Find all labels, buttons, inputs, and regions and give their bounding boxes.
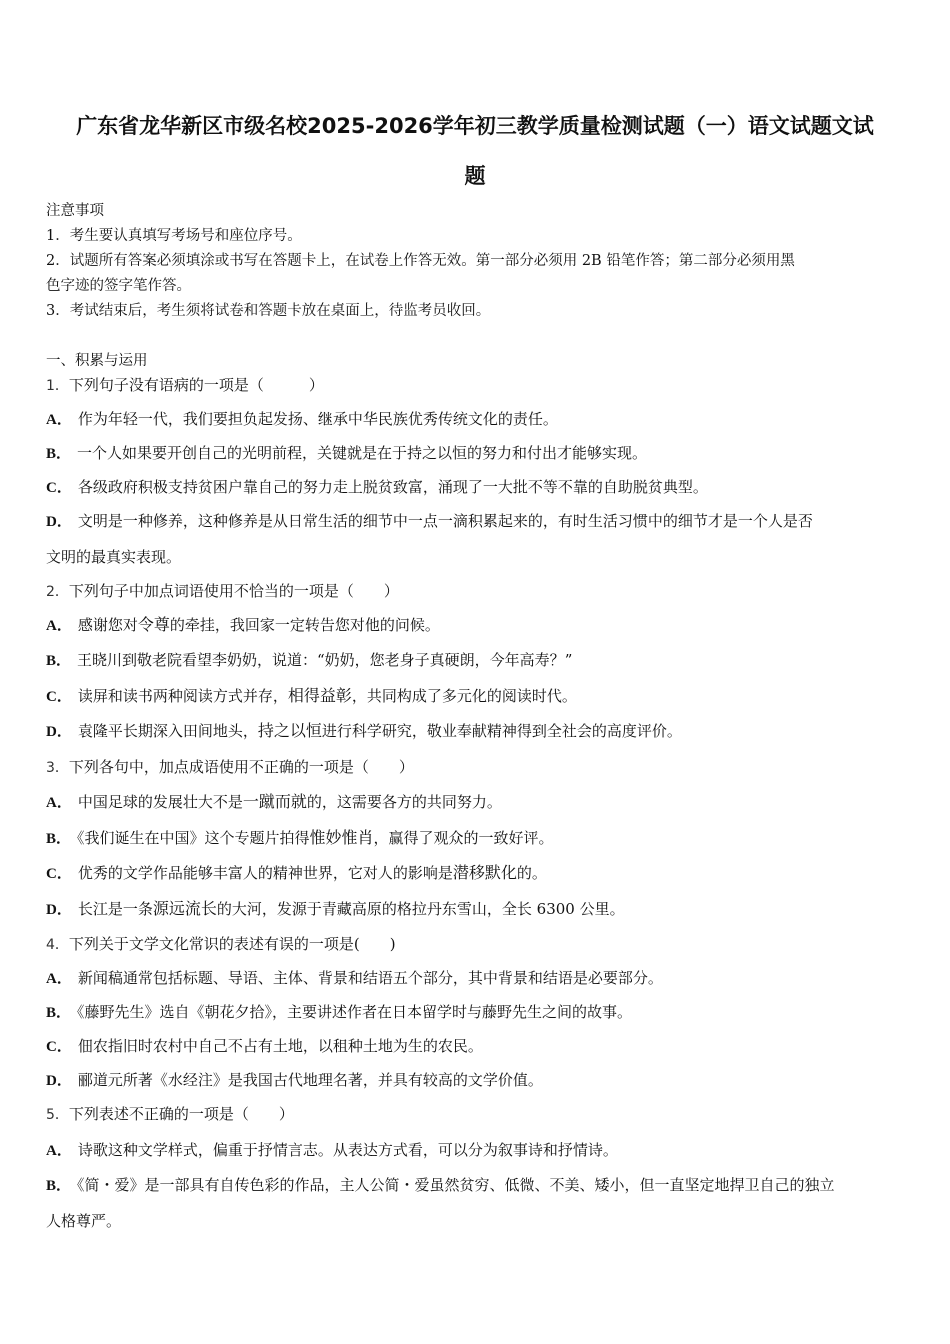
option-letter: B． <box>46 831 72 847</box>
question-number: 2． <box>46 584 69 600</box>
question-5-stem <box>46 1104 908 1125</box>
emphasized-term: 令尊 <box>137 615 170 634</box>
question-4-option-c <box>46 1036 908 1057</box>
notice-item-2: 2．试题所有答案必须填涂或书写在答题卡上，在试卷上作答无效。第一部分必须用 2B 铅笔作答；第二部分必须用黑 <box>46 253 795 269</box>
option-text: 《藤野先生》选自《朝花夕拾》，主要讲述作者在日本留学时与藤野先生之间的故事。 <box>77 1003 633 1021</box>
question-2-stem <box>46 581 908 602</box>
option-text-post: 进行科学研究，敬业奉献精神得到全社会的高度评价。 <box>321 722 682 740</box>
option-text-post: ，赢得了观众的一致好评。 <box>373 829 554 847</box>
option-text: 文明是一种修养，这种修养是从日常生活的细节中一点一滴积累起来的，有时生活习惯中的细节才是一个人是否 <box>77 512 813 530</box>
emphasized-term: 源远流长 <box>152 899 217 918</box>
question-1-option-c <box>46 477 908 498</box>
question-4-option-a <box>46 968 908 989</box>
option-letter: A． <box>46 1143 72 1159</box>
notice-item-3: 3．考试结束后，考生须将试卷和答题卡放在桌面上，待监考员收回。 <box>46 303 491 319</box>
question-2-option-d <box>46 721 908 742</box>
option-letter: C． <box>46 1039 72 1055</box>
option-text-post: 的大河，发源于青藏高原的格拉丹东雪山，全长 6300 公里。 <box>216 900 625 918</box>
question-4-option-b <box>46 1002 908 1023</box>
option-text: 作为年轻一代，我们要担负起发扬、继承中华民族优秀传统文化的责任。 <box>77 410 558 428</box>
question-5-option-a <box>46 1140 908 1161</box>
question-number: 4． <box>46 937 69 953</box>
notice-heading: 注意事项 <box>46 203 104 219</box>
option-letter: A． <box>46 971 72 987</box>
question-4-stem <box>46 934 908 955</box>
option-letter: A． <box>46 795 72 811</box>
question-text: 下列表述不正确的一项是（ ） <box>68 1105 294 1123</box>
option-text-pre: 优秀的文学作品能够丰富人的精神世界，它对人的影响是 <box>77 864 453 882</box>
option-letter: D． <box>46 724 72 740</box>
option-text: 郦道元所著《水经注》是我国古代地理名著，并具有较高的文学价值。 <box>77 1071 543 1089</box>
section-heading: 一、积累与运用 <box>46 353 148 369</box>
question-text: 下列句子中加点词语使用不恰当的一项是（ ） <box>68 582 399 600</box>
option-text-pre: 读屏和读书两种阅读方式并存， <box>77 687 288 705</box>
option-letter: D． <box>46 902 72 918</box>
notice-item-1: 1．考生要认真填写考场号和座位序号。 <box>46 228 302 244</box>
option-letter: D． <box>46 1073 72 1089</box>
emphasized-term: 一蹴而就 <box>242 792 307 811</box>
question-1-option-b <box>46 443 908 464</box>
option-letter: C． <box>46 480 72 496</box>
option-letter: B． <box>46 653 72 669</box>
notice-item-2-cont: 色字迹的签字笔作答。 <box>46 278 191 294</box>
question-1-option-d-cont: 文明的最真实表现。 <box>46 548 182 566</box>
emphasized-term: 相得益彰 <box>287 686 352 705</box>
option-letter: C． <box>46 689 72 705</box>
option-text-post: 的牵挂，我回家一定转告您对他的问候。 <box>169 616 440 634</box>
exam-title-line2: 题 <box>464 164 486 188</box>
option-text: 佃农指旧时农村中自己不占有土地，以租种土地为生的农民。 <box>77 1037 483 1055</box>
option-text: 诗歌这种文学样式，偏重于抒情言志。从表达方式看，可以分为叙事诗和抒情诗。 <box>77 1141 618 1159</box>
question-3-option-d <box>46 899 908 920</box>
question-2-option-b <box>46 650 908 671</box>
question-number: 1． <box>46 378 69 394</box>
option-letter: A． <box>46 412 72 428</box>
option-text: 王晓川到敬老院看望李奶奶，说道：“奶奶，您老身子真硬朗，今年高寿？” <box>77 651 573 669</box>
option-text-post: ，共同构成了多元化的阅读时代。 <box>351 687 577 705</box>
option-text-post: 的，这需要各方的共同努力。 <box>306 793 502 811</box>
option-text-pre: 感谢您对 <box>77 616 138 634</box>
option-letter: B． <box>46 1178 72 1194</box>
option-letter: B． <box>46 446 72 462</box>
question-number: 3． <box>46 760 69 776</box>
exam-title-line1: 广东省龙华新区市级名校2025-2026学年初三教学质量检测试题（一）语文试题文试 <box>76 114 874 138</box>
question-2-option-a <box>46 615 908 636</box>
option-text-pre: 《我们诞生在中国》这个专题片拍得 <box>77 829 310 847</box>
option-text-post: 的。 <box>516 864 547 882</box>
question-5-option-b-cont: 人格尊严。 <box>46 1212 122 1230</box>
option-text-pre: 中国足球的发展壮大不是 <box>77 793 243 811</box>
question-1-option-a <box>46 409 908 430</box>
question-3-option-b <box>46 828 908 849</box>
question-text: 下列关于文学文化常识的表述有误的一项是( ) <box>68 935 396 953</box>
question-3-option-a <box>46 792 908 813</box>
option-letter: A． <box>46 618 72 634</box>
question-1-option-d <box>46 511 908 532</box>
option-text: 新闻稿通常包括标题、导语、主体、背景和结语五个部分，其中背景和结语是必要部分。 <box>77 969 663 987</box>
option-letter: D． <box>46 514 72 530</box>
option-text-pre: 长江是一条 <box>77 900 153 918</box>
emphasized-term: 潜移默化 <box>452 863 517 882</box>
question-number: 5． <box>46 1107 69 1123</box>
emphasized-term: 惟妙惟肖 <box>309 828 374 847</box>
question-3-option-c <box>46 863 908 884</box>
option-text: 一个人如果要开创自己的光明前程，关键就是在于持之以恒的努力和付出才能够实现。 <box>77 444 648 462</box>
question-text: 下列各句中，加点成语使用不正确的一项是（ ） <box>68 758 414 776</box>
option-letter: C． <box>46 866 72 882</box>
question-5-option-b <box>46 1175 908 1196</box>
option-text-pre: 袁隆平长期深入田间地头， <box>77 722 258 740</box>
question-text: 下列句子没有语病的一项是（ ） <box>68 376 324 394</box>
question-3-stem <box>46 757 908 778</box>
question-2-option-c <box>46 686 908 707</box>
option-text: 各级政府积极支持贫困户靠自己的努力走上脱贫致富，涌现了一大批不等不靠的自助脱贫典型。 <box>77 478 708 496</box>
emphasized-term: 持之以恒 <box>257 721 322 740</box>
option-letter: B． <box>46 1005 72 1021</box>
option-text: 《简・爱》是一部具有自传色彩的作品，主人公简・爱虽然贫穷、低微、不美、矮小，但一直坚定地捍卫自己的独立 <box>77 1176 835 1194</box>
question-1-stem <box>46 375 908 396</box>
question-4-option-d <box>46 1070 908 1091</box>
